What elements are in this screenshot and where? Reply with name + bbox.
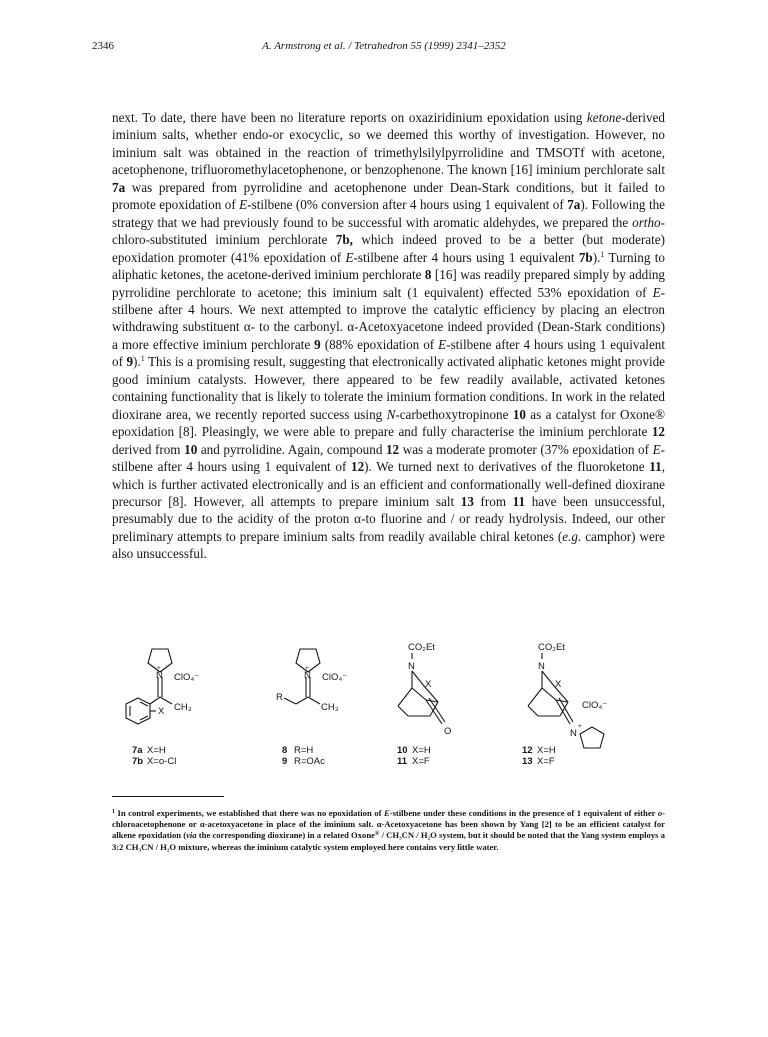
perchlorate-anion: ClO₄⁻ bbox=[322, 672, 348, 683]
iminium-nitrogen: N bbox=[304, 670, 311, 681]
compound-label-10: 10 bbox=[397, 745, 408, 756]
compound-sub-7b: X=o-Cl bbox=[147, 756, 177, 767]
x-substituent: X bbox=[555, 679, 562, 690]
compound-label-11: 11 bbox=[397, 756, 408, 767]
methyl-group: CH₃ bbox=[174, 702, 192, 713]
plus-charge: + bbox=[578, 723, 582, 730]
footnote: $^1$ In control experiments, we established that there was no epoxidation of E-stilbene under these conditions in the presence of 1 equivalent of either o-chloroacetophenone or α-acetoxyacetone in place of the iminium salt. α-Acetoxyacetone has been shown by Yang [2] to be an efficient catalyst for alkene epoxidation (via the corresponding dioxirane) in a related Oxone® / CH₃CN / H₂O system, but it should be noted that the Yang system employs a 3:2 CH₃CN / H₂O mixture, whereas the iminium catalytic system employed here contains very little water. bbox=[112, 808, 665, 852]
footnote-ref: 1 bbox=[600, 249, 605, 259]
ketone-oxygen: O bbox=[444, 726, 452, 737]
bridge-nitrogen: N bbox=[408, 661, 415, 672]
compound-label-7b: 7b bbox=[132, 756, 144, 767]
running-head: A. Armstrong et al. / Tetrahedron 55 (1999) 2341–2352 bbox=[262, 40, 506, 52]
page-number: 2346 bbox=[92, 40, 114, 52]
perchlorate-anion: ClO₄⁻ bbox=[582, 700, 608, 711]
x-substituent: X bbox=[425, 679, 432, 690]
x-substituent: X bbox=[158, 706, 165, 717]
compound-sub-12: X=H bbox=[537, 745, 556, 756]
perchlorate-anion: ClO₄⁻ bbox=[174, 672, 200, 683]
compound-sub-13: X=F bbox=[537, 756, 555, 767]
pyrrolidine-ring bbox=[580, 727, 604, 748]
compound-label-9: 9 bbox=[282, 756, 288, 767]
compound-label-13: 13 bbox=[522, 756, 533, 767]
iminium-nitrogen: N bbox=[156, 670, 163, 681]
r-substituent: R bbox=[276, 692, 283, 703]
structure-12 bbox=[522, 642, 607, 767]
body-paragraph: next. To date, there have been no literature reports on oxaziridinium epoxidation using ketone-derived iminium salts, whether endo-or exocyclic, so we deemed this worthy of investigation. However, no iminium salt was obtained in the reaction of trimethylsilylpyrrolidine and TMSOTf with acetone, acetophenone, trifluoromethylacetophenone, or benzophenone. The known [16] iminium perchlorate salt 7a was prepared from pyrrolidine and acetophenone under Dean-Stark conditions, but it failed to promote epoxidation of E-stilbene (0% conversion after 4 hours using 1 equivalent of 7a). Following the strategy that we had previously found to be successful with aromatic aldehydes, we prepared the ortho-chloro-substituted iminium perchlorate 7b, which indeed proved to be a better (but moderate) epoxidation promoter (41% epoxidation of E-stilbene after 4 hours using 1 equivalent 7b).$^1$ Turning to aliphatic ketones, the acetone-derived iminium perchlorate 8 [16] was readily prepared simply by adding pyrrolidine perchlorate to acetone; this iminium salt (1 equivalent) effected 53% epoxidation of E-stilbene after 4 hours. We next attempted to improve the catalytic efficiency by placing an electron withdrawing substituent α- to the carbonyl. α-Acetoxyacetone indeed provided (Dean-Stark conditions) a more effective iminium perchlorate 9 (88% epoxidation of E-stilbene after 4 hours using 1 equivalent of 9).$^1$ This is a promising result, suggesting that electronically activated aliphatic ketones might provide good iminium catalysts. However, there appeared to be few readily available, activated ketones containing functionality that is likely to tolerate the iminium formation conditions. In work in the related dioxirane area, we recently reported success using N-carbethoxytropinone 10 as a catalyst for Oxone® epoxidation [8]. Pleasingly, we were able to prepare and fully characterise the iminium perchlorate 12 derived from 10 and pyrrolidine. Again, compound 12 was a moderate promoter (37% epoxidation of E-stilbene after 4 hours using 1 equivalent of 12). We turned next to derivatives of the fluoroketone 11, which is further activated electronically and is an efficient and conformationally well-defined dioxirane precursor [8]. However, all attempts to prepare iminium salt 13 from 11 have been unsuccessful, presumably due to the acidity of the proton α-to fluorine and / or ready hydrolysis. Indeed, our other preliminary attempts to prepare iminium salts from readily available chiral ketones (e.g. camphor) were also unsuccessful. bbox=[112, 110, 666, 562]
iminium-nitrogen: N bbox=[570, 728, 577, 739]
footnote-rule bbox=[112, 796, 224, 797]
compound-label-12: 12 bbox=[522, 745, 533, 756]
structure-8 bbox=[276, 649, 347, 767]
structures-svg bbox=[112, 640, 665, 780]
compound-label-8: 8 bbox=[282, 745, 288, 756]
bridge-nitrogen: N bbox=[538, 661, 545, 672]
compound-sub-7a: X=H bbox=[147, 745, 166, 756]
structure-10 bbox=[397, 642, 451, 767]
footnote-ref: 1 bbox=[140, 354, 145, 364]
structure-7 bbox=[126, 649, 199, 767]
carbethoxy-group: CO₂Et bbox=[408, 642, 435, 653]
carbethoxy-group: CO₂Et bbox=[538, 642, 565, 653]
compound-sub-8: R=H bbox=[294, 745, 314, 756]
plus-charge: + bbox=[157, 665, 161, 672]
methyl-group: CH₃ bbox=[321, 702, 339, 713]
compound-sub-11: X=F bbox=[412, 756, 430, 767]
plus-charge: + bbox=[305, 665, 309, 672]
footnote-mark: 1 bbox=[112, 809, 115, 815]
compound-sub-10: X=H bbox=[412, 745, 431, 756]
chemical-structures-scheme bbox=[112, 640, 665, 780]
compound-label-7a: 7a bbox=[132, 745, 143, 756]
compound-sub-9: R=OAc bbox=[294, 756, 325, 767]
